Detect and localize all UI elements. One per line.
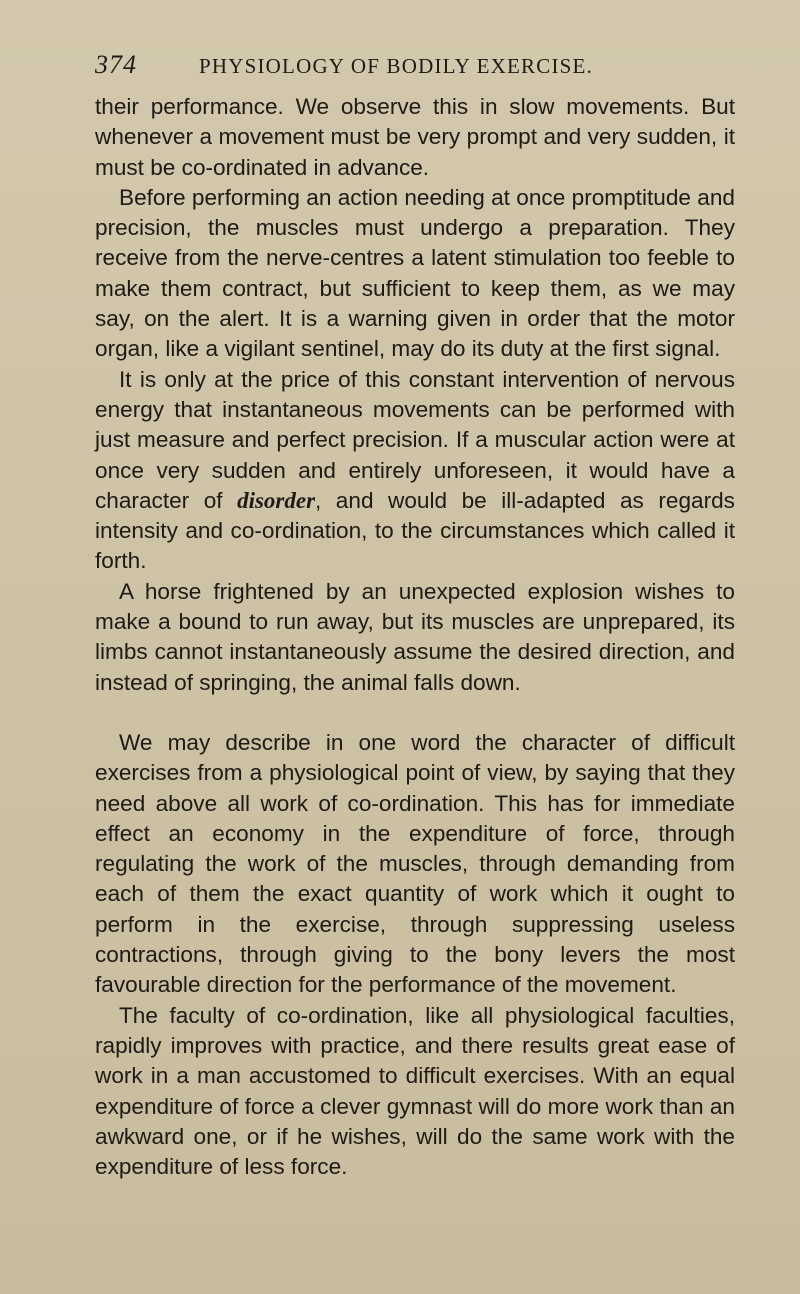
paragraph-intervention bbox=[95, 365, 735, 577]
paragraph-preparation: Before performing an action needing at once promptitude and precision, the muscles must undergo a preparation. They receive from the nerve-centres a latent stimulation too feeble to make them contract, but sufficient to keep them, as we may say, on the alert. It is a warning given in order that the motor organ, like a vigilant sentinel, may do its duty at the first signal. bbox=[95, 184, 735, 362]
paragraph-difficult-exercises: We may describe in one word the character of difficult exercises from a physiological point of view, by saying that they need above all work of co-ordination. This has for immediate effect an economy in the expenditure of force, through regulating the work of the muscles, through demanding from each of them the exact quantity of work which it ought to perform in the exercise, through suppressing useless contractions, through giving to the bony levers the most favourable direction for the performance of the movement. bbox=[95, 729, 735, 998]
paragraph-horse: A horse frightened by an unexpected explosion wishes to make a bound to run away, but its muscles are unprepared, its limbs cannot instantaneously assume the desired direction, and instead of springing, the animal falls down. bbox=[95, 578, 735, 695]
paragraph-continued: their performance. We observe this in slow movements. But whenever a movement must be very prompt and very sudden, it must be co-ordinated in advance. bbox=[95, 94, 735, 180]
paragraph-intervention-text: It is only at the price of this constant intervention of nervous energy that instantaneous movements can be performed with just measure and perfect precision. If a muscular action were at once very sudden and entirely unforeseen, it would have a character of bbox=[95, 366, 735, 513]
paragraph-coordination: The faculty of co-ordination, like all physiological faculties, rapidly improves with practice, and there results great ease of work in a man accustomed to difficult exercises. With an equal expenditure of force a clever gymnast will do more work than an awkward one, or if he wishes, will do the same work with the expenditure of less force. bbox=[95, 1002, 735, 1180]
page-number: 374 bbox=[95, 50, 137, 79]
body-text bbox=[95, 92, 735, 1182]
running-head: PHYSIOLOGY OF BODILY EXERCISE. bbox=[199, 54, 594, 78]
emphasis-disorder: disorder bbox=[237, 487, 316, 513]
paragraph-intervention-tail: , and would be ill-adapted as regards intensity and co-ordination, to the circumstances which called it forth. bbox=[95, 487, 735, 574]
page-header bbox=[95, 50, 735, 88]
